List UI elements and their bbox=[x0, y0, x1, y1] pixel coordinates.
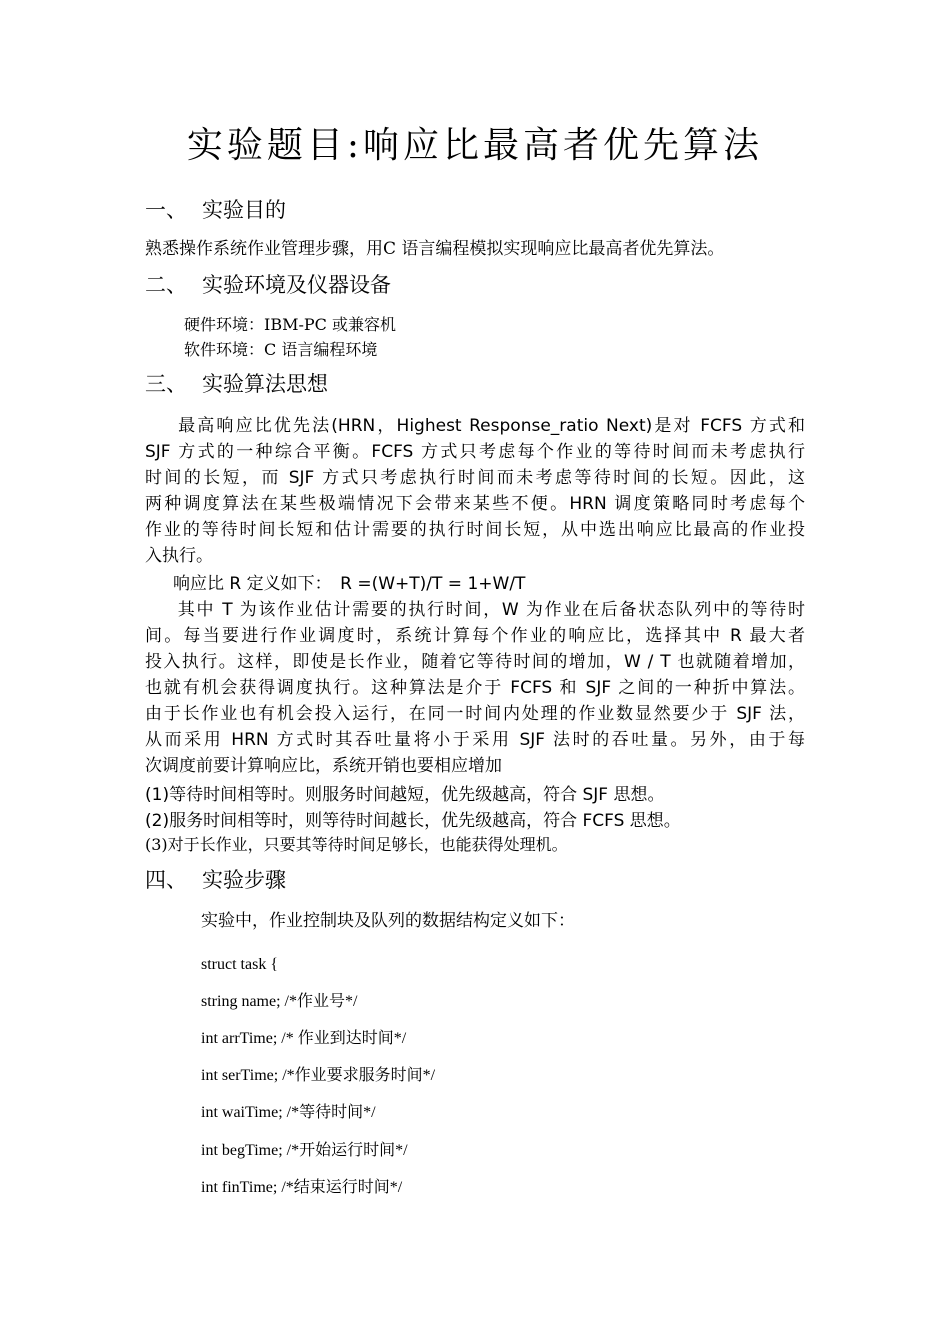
hardware-env: 硬件环境：IBM-PC 或兼容机 bbox=[184, 315, 396, 334]
algo-para2-line: 由于长作业也有机会投入运行，在同一时间内处理的作业数显然要少于 SJF 法， bbox=[145, 704, 805, 724]
section-label: 实验目的 bbox=[202, 198, 286, 222]
algo-para2-line: 次调度前要计算响应比，系统开销也要相应增加 bbox=[145, 756, 502, 776]
code-line: int arrTime; /* 作业到达时间*/ bbox=[201, 1030, 407, 1047]
section-number: 三、 bbox=[145, 372, 187, 396]
algo-para1-line: 作业的等待时间长短和估计需要的执行时间长短，从中选出响应比最高的作业投 bbox=[145, 520, 805, 540]
section-heading-steps bbox=[145, 866, 286, 894]
algo-para1-line: SJF 方式的一种综合平衡。FCFS 方式只考虑每个作业的等待时间而未考虑执行 bbox=[145, 442, 805, 462]
code-line: int begTime; /*开始运行时间*/ bbox=[201, 1142, 408, 1159]
list-item: (3)对于长作业，只要其等待时间足够长，也能获得处理机。 bbox=[145, 835, 568, 854]
steps-intro: 实验中，作业控制块及队列的数据结构定义如下： bbox=[201, 911, 575, 931]
algo-para2-line: 其中 T 为该作业估计需要的执行时间，W 为作业在后备状态队列中的等待时 bbox=[159, 600, 805, 620]
algo-para2-line: 投入执行。这样，即使是长作业，随着它等待时间的增加，W / T 也就随着增加， bbox=[145, 652, 805, 672]
algo-para2-line: 间。每当要进行作业调度时，系统计算每个作业的响应比，选择其中 R 最大者 bbox=[145, 626, 805, 646]
code-line: string name; /*作业号*/ bbox=[201, 993, 358, 1010]
section-heading-purpose bbox=[145, 196, 286, 224]
algo-para2-line: 也就有机会获得调度执行。这种算法是介于 FCFS 和 SJF 之间的一种折中算法。 bbox=[145, 678, 805, 698]
code-line: int serTime; /*作业要求服务时间*/ bbox=[201, 1067, 436, 1084]
section-label: 实验环境及仪器设备 bbox=[202, 273, 391, 297]
section-label: 实验算法思想 bbox=[202, 372, 328, 396]
page-title: 实验题目:响应比最高者优先算法 bbox=[186, 125, 764, 166]
algo-para1-line: 时间的长短，而 SJF 方式只考虑执行时间而未考虑等待时间的长短。因此，这 bbox=[145, 468, 805, 488]
section-number: 一、 bbox=[145, 198, 187, 222]
section-heading-environment bbox=[145, 271, 391, 299]
purpose-text: 熟悉操作系统作业管理步骤，用C 语言编程模拟实现响应比最高者优先算法。 bbox=[145, 239, 725, 259]
algo-para1-line: 入执行。 bbox=[145, 546, 213, 566]
section-number: 二、 bbox=[145, 273, 187, 297]
list-item: (2)服务时间相等时，则等待时间越长，优先级越高，符合 FCFS 思想。 bbox=[145, 811, 681, 831]
formula-line: 响应比 R 定义如下： R =(W+T)/T = 1+W/T bbox=[173, 574, 526, 594]
section-number: 四、 bbox=[145, 868, 187, 892]
code-line: int waiTime; /*等待时间*/ bbox=[201, 1104, 376, 1121]
code-line: struct task { bbox=[201, 956, 278, 973]
section-heading-algorithm bbox=[145, 370, 328, 398]
algo-para2-line: 从而采用 HRN 方式时其吞吐量将小于采用 SJF 法时的吞吐量。另外，由于每 bbox=[145, 730, 805, 750]
code-line: int finTime; /*结束运行时间*/ bbox=[201, 1179, 403, 1196]
algo-para1-line: 最高响应比优先法(HRN，Highest Response_ratio Next)是对 FCFS 方式和 bbox=[159, 416, 805, 436]
list-item: (1)等待时间相等时。则服务时间越短，优先级越高，符合 SJF 思想。 bbox=[145, 785, 665, 805]
software-env: 软件环境：C 语言编程环境 bbox=[184, 340, 378, 359]
section-label: 实验步骤 bbox=[202, 868, 286, 892]
algo-para1-line: 两种调度算法在某些极端情况下会带来某些不便。HRN 调度策略同时考虑每个 bbox=[145, 494, 805, 514]
